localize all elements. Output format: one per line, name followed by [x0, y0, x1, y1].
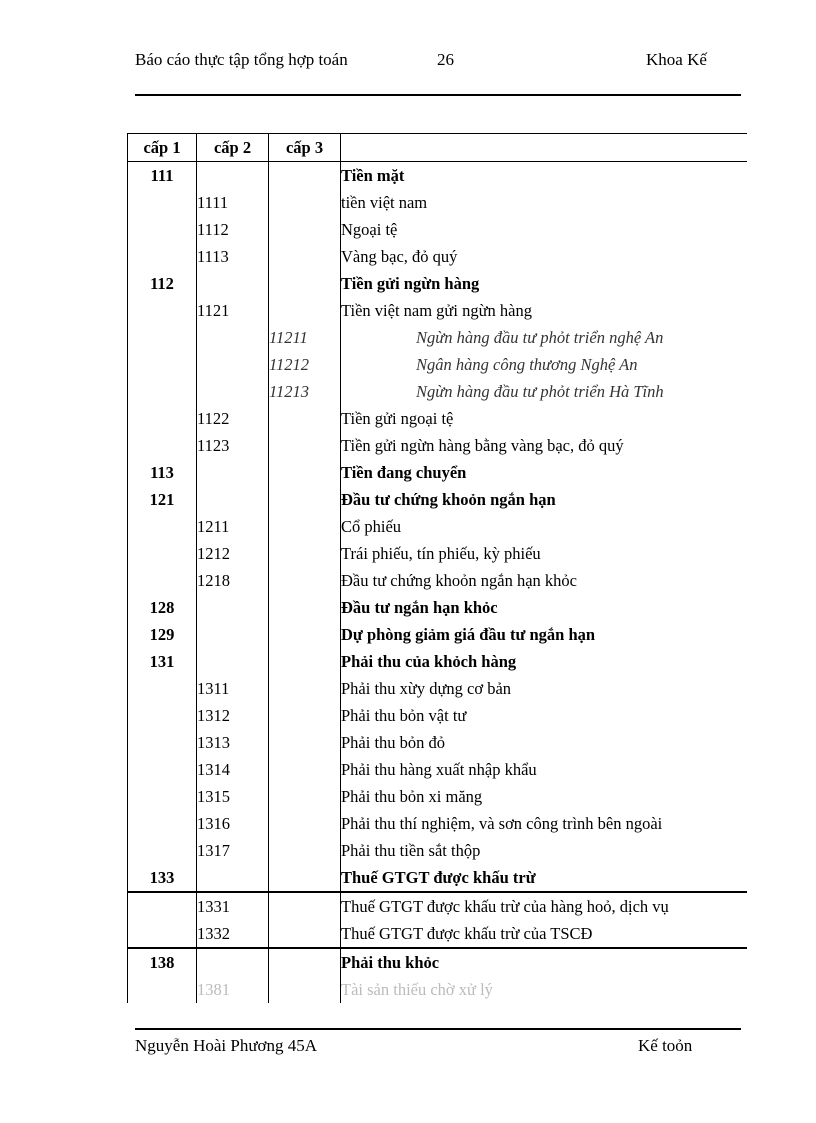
account-level1-code: 129	[128, 621, 197, 648]
account-level3-code	[269, 702, 341, 729]
account-level3-code	[269, 756, 341, 783]
table-row	[128, 432, 748, 459]
account-name: Ngân hàng công thương Nghệ An	[341, 351, 748, 378]
account-level3-code	[269, 162, 341, 190]
account-level1-code	[128, 432, 197, 459]
table-row	[128, 648, 748, 675]
account-level2-code: 1211	[197, 513, 269, 540]
account-level2-code: 1212	[197, 540, 269, 567]
account-level2-code	[197, 351, 269, 378]
account-name: Đầu tư chứng khoỏn ngắn hạn khỏc	[341, 567, 748, 594]
table-row	[128, 378, 748, 405]
table-row	[128, 594, 748, 621]
col-header-name	[341, 134, 748, 162]
account-level3-code	[269, 243, 341, 270]
account-level1-code	[128, 297, 197, 324]
account-level2-code: 1313	[197, 729, 269, 756]
account-level3-code	[269, 297, 341, 324]
account-name: Thuế GTGT được khấu trừ	[341, 864, 748, 892]
table-row	[128, 324, 748, 351]
table-row	[128, 297, 748, 324]
account-level1-code	[128, 243, 197, 270]
account-name: Dự phòng giảm giá đầu tư ngắn hạn	[341, 621, 748, 648]
account-level2-code: 1111	[197, 189, 269, 216]
table-row	[128, 189, 748, 216]
footer-department: Kế toỏn	[638, 1036, 693, 1055]
account-level3-code	[269, 837, 341, 864]
account-level3-code	[269, 783, 341, 810]
account-name: Tài sản thiếu chờ xử lý	[341, 976, 748, 1003]
table-row	[128, 837, 748, 864]
table-row	[128, 513, 748, 540]
account-name: Tiền gửi ngoại tệ	[341, 405, 748, 432]
account-level2-code	[197, 270, 269, 297]
table-row	[128, 243, 748, 270]
table-row	[128, 621, 748, 648]
account-level1-code	[128, 892, 197, 920]
table-row	[128, 920, 748, 948]
account-level1-code	[128, 702, 197, 729]
table-row	[128, 756, 748, 783]
account-level3-code	[269, 810, 341, 837]
account-level3-code	[269, 864, 341, 892]
account-level3-code	[269, 540, 341, 567]
table-row	[128, 783, 748, 810]
account-name: Phải thu của khỏch hàng	[341, 648, 748, 675]
account-level1-code: 133	[128, 864, 197, 892]
account-level3-code	[269, 729, 341, 756]
account-level2-code	[197, 648, 269, 675]
account-level1-code	[128, 810, 197, 837]
account-name: Tiền gửi ngừn hàng	[341, 270, 748, 297]
account-level1-code	[128, 378, 197, 405]
account-level2-code	[197, 486, 269, 513]
table-row	[128, 405, 748, 432]
account-level2-code: 1381	[197, 976, 269, 1003]
account-level2-code: 1218	[197, 567, 269, 594]
account-level3-code	[269, 270, 341, 297]
header-department: Khoa Kế	[646, 50, 707, 69]
col-header-level2: cấp 2	[197, 134, 269, 162]
account-level3-code	[269, 948, 341, 976]
account-name: Ngừn hàng đầu tư phỏt triển Hà Tĩnh	[341, 378, 748, 405]
account-level3-code	[269, 920, 341, 948]
table-row	[128, 729, 748, 756]
account-name: Tiền gửi ngừn hàng bằng vàng bạc, đỏ quý	[341, 432, 748, 459]
account-level3-code: 11211	[269, 324, 341, 351]
account-level2-code: 1113	[197, 243, 269, 270]
account-level1-code: 112	[128, 270, 197, 297]
account-level1-code	[128, 729, 197, 756]
account-name: tiền việt nam	[341, 189, 748, 216]
table-body	[128, 162, 748, 1004]
account-level1-code	[128, 783, 197, 810]
account-name: Tiền mặt	[341, 162, 748, 190]
table-row	[128, 162, 748, 190]
account-name: Cổ phiếu	[341, 513, 748, 540]
table-row	[128, 675, 748, 702]
table-row	[128, 810, 748, 837]
account-level1-code	[128, 216, 197, 243]
table-row	[128, 976, 748, 1003]
account-level3-code	[269, 459, 341, 486]
account-level3-code	[269, 675, 341, 702]
account-name: Phải thu hàng xuất nhập khẩu	[341, 756, 748, 783]
page-header	[135, 49, 741, 96]
account-level2-code	[197, 378, 269, 405]
table-header-row	[128, 134, 748, 162]
table-row	[128, 486, 748, 513]
chart-of-accounts-table	[127, 133, 747, 1003]
account-name: Phải thu xừy dựng cơ bản	[341, 675, 748, 702]
account-name: Tiền việt nam gửi ngừn hàng	[341, 297, 748, 324]
account-level1-code	[128, 189, 197, 216]
account-name: Trái phiếu, tín phiếu, kỳ phiếu	[341, 540, 748, 567]
account-level2-code	[197, 948, 269, 976]
account-name: Phải thu bỏn vật tư	[341, 702, 748, 729]
account-level3-code	[269, 189, 341, 216]
account-level2-code: 1123	[197, 432, 269, 459]
col-header-level3: cấp 3	[269, 134, 341, 162]
header-report-title: Báo cáo thực tập tổng hợp toán	[135, 50, 348, 69]
account-name: Phải thu tiền sắt thộp	[341, 837, 748, 864]
account-level3-code	[269, 594, 341, 621]
account-name: Đầu tư ngắn hạn khỏc	[341, 594, 748, 621]
account-level3-code	[269, 567, 341, 594]
account-name: Vàng bạc, đỏ quý	[341, 243, 748, 270]
account-level3-code	[269, 216, 341, 243]
account-name: Phải thu bỏn xi măng	[341, 783, 748, 810]
table-row	[128, 567, 748, 594]
table-row	[128, 270, 748, 297]
account-level1-code	[128, 351, 197, 378]
account-level1-code	[128, 920, 197, 948]
account-level1-code	[128, 324, 197, 351]
account-level3-code	[269, 405, 341, 432]
account-level1-code: 138	[128, 948, 197, 976]
table-row	[128, 540, 748, 567]
account-level3-code	[269, 621, 341, 648]
account-level1-code	[128, 675, 197, 702]
account-name: Phải thu thí nghiệm, và sơn công trình bên ngoài	[341, 810, 748, 837]
footer-author: Nguyễn Hoài Phương 45A	[135, 1036, 318, 1055]
account-level2-code	[197, 864, 269, 892]
page-footer	[135, 1028, 741, 1080]
account-name: Đầu tư chứng khoỏn ngắn hạn	[341, 486, 748, 513]
account-level3-code	[269, 648, 341, 675]
page-number: 26	[437, 50, 454, 69]
account-level1-code	[128, 756, 197, 783]
account-level2-code: 1311	[197, 675, 269, 702]
account-level3-code	[269, 486, 341, 513]
account-level3-code	[269, 432, 341, 459]
account-level3-code	[269, 513, 341, 540]
account-level1-code	[128, 513, 197, 540]
account-level2-code: 1315	[197, 783, 269, 810]
account-level1-code: 128	[128, 594, 197, 621]
table-row	[128, 459, 748, 486]
account-level2-code	[197, 459, 269, 486]
account-name: Phải thu bỏn đỏ	[341, 729, 748, 756]
account-name: Ngừn hàng đầu tư phỏt triển nghệ An	[341, 324, 748, 351]
col-header-level1: cấp 1	[128, 134, 197, 162]
account-level1-code: 121	[128, 486, 197, 513]
table-row	[128, 351, 748, 378]
account-level2-code: 1314	[197, 756, 269, 783]
account-level2-code: 1331	[197, 892, 269, 920]
account-level2-code	[197, 594, 269, 621]
table-row	[128, 948, 748, 976]
chart-of-accounts-table-wrap	[127, 133, 747, 1013]
account-level3-code: 11212	[269, 351, 341, 378]
account-level2-code	[197, 621, 269, 648]
account-level1-code	[128, 540, 197, 567]
account-level2-code: 1112	[197, 216, 269, 243]
account-level2-code	[197, 162, 269, 190]
account-level2-code: 1122	[197, 405, 269, 432]
account-level3-code: 11213	[269, 378, 341, 405]
account-level2-code: 1121	[197, 297, 269, 324]
account-level1-code: 113	[128, 459, 197, 486]
account-level1-code: 131	[128, 648, 197, 675]
account-name: Phải thu khỏc	[341, 948, 748, 976]
account-level1-code: 111	[128, 162, 197, 190]
table-row	[128, 702, 748, 729]
account-level1-code	[128, 567, 197, 594]
account-level3-code	[269, 976, 341, 1003]
table-row	[128, 864, 748, 892]
table-row	[128, 892, 748, 920]
account-level1-code	[128, 837, 197, 864]
account-level2-code: 1332	[197, 920, 269, 948]
account-level2-code	[197, 324, 269, 351]
account-level2-code: 1317	[197, 837, 269, 864]
account-level3-code	[269, 892, 341, 920]
account-name: Tiền đang chuyển	[341, 459, 748, 486]
account-level1-code	[128, 976, 197, 1003]
table-row	[128, 216, 748, 243]
account-level1-code	[128, 405, 197, 432]
account-name: Thuế GTGT được khấu trừ của TSCĐ	[341, 920, 748, 948]
account-name: Thuế GTGT được khấu trừ của hàng hoỏ, dịch vụ	[341, 892, 748, 920]
account-level2-code: 1316	[197, 810, 269, 837]
account-name: Ngoại tệ	[341, 216, 748, 243]
account-level2-code: 1312	[197, 702, 269, 729]
